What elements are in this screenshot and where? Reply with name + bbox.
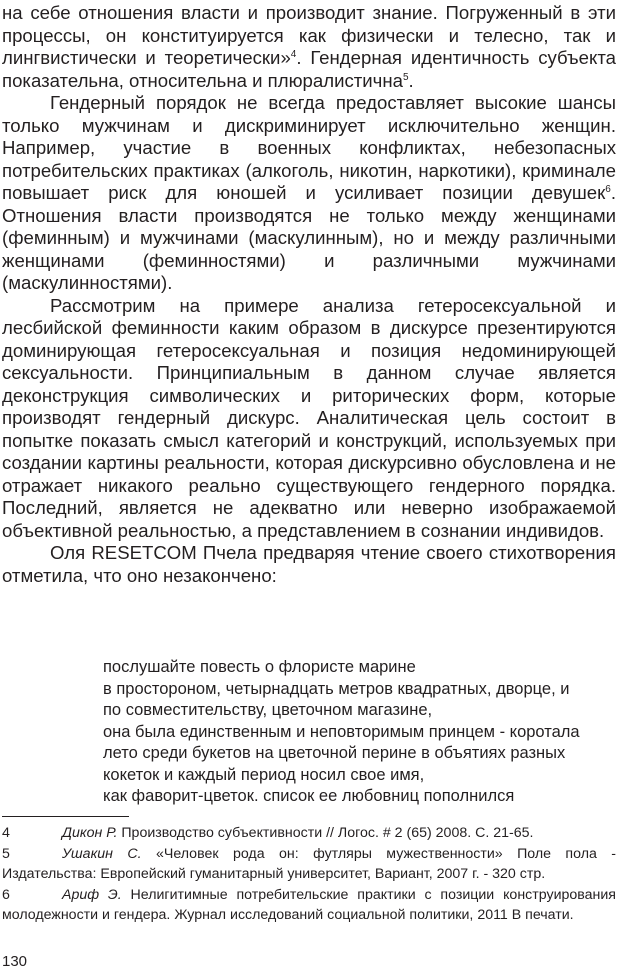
poem-line: она была единственным и неповторимым принцем - коротала	[103, 722, 580, 741]
footnote-divider	[2, 816, 129, 817]
poem-line: кокеток и каждый период носил свое имя,	[103, 765, 425, 784]
footnote-number: 6	[2, 886, 10, 903]
text-run: . Гендерная идентичность субъекта показательна, относительна и плюралистична	[2, 47, 616, 91]
footnote-ref-5[interactable]: 5	[402, 71, 409, 83]
poem-line: по совместительству, цветочном магазине,	[103, 701, 433, 719]
footnotes	[2, 823, 616, 926]
footnote-number: 5	[2, 845, 10, 862]
footnote-text: Нелигитимные потребительские практики с позиции конструирования молодежности и гендера. Журнал исследований социальной политики, 2011 В печати.	[2, 886, 616, 923]
poem-line: как фаворит-цветок. список ее любовниц пополнился	[103, 787, 515, 805]
page-number: 130	[2, 953, 28, 970]
footnote-text: Производство субъективности // Логос. # 2 (65) 2008. С. 21-65.	[117, 825, 534, 841]
body-text	[2, 2, 616, 587]
text-run: . Отношения власти производятся не только между женщинами (феминным) и мужчинами (маскулинным), но и между различными женщинами (феминностями) и различными мужчинами (маскулинностями).	[2, 182, 616, 293]
poem-line: лето среди букетов на цветочной перине в объятиях разных	[103, 744, 566, 762]
paragraph-1	[2, 2, 616, 92]
footnote-6	[2, 885, 616, 926]
text-run: на себе отношения власти и производит знание. Погруженный в эти процессы, он конституируется как физически и телесно, так и лингвистически и теоретически»	[2, 2, 616, 68]
poem-line: в простороном, четырнадцать метров квадратных, дворце, и	[103, 679, 570, 698]
footnote-author: Ушакин С.	[62, 845, 142, 862]
poem-quote	[103, 657, 615, 808]
footnote-5	[2, 844, 616, 885]
footnote-ref-4[interactable]: 4	[290, 49, 297, 60]
text-run: .	[408, 69, 414, 91]
text-run: Оля RESETCOM Пчела предваряя чтение своего стихотворения отметила, что оно незакончено:	[2, 542, 616, 586]
footnote-text: «Человек рода он: футляры мужественности» Поле пола - Издательства: Европейский гуманитарный университет, Вариант, 2007 г. - 320 стр.	[2, 845, 616, 882]
text-run: Рассмотрим на примере анализа гетеросексуальной и лесбийской феминности каким образом в дискурсе презентируются доминирующая гетеросексуальная и позиция недоминирующей сексуальности. Принципиальным в данном случае является деконструкция символических и риторических форм, которые производят гендерный дискурс. Аналитическая цель состоит в попытке показать смысл категорий и конструкций, используемых при создании картины реальности, которая дискурсивно обусловлена и не отражает никакого реально существующего гендерного порядка. Последний, является не адекватно или неверно изображаемой объективной реальностью, а представлением в сознании индивидов.	[2, 294, 616, 541]
footnote-number: 4	[2, 825, 10, 841]
paragraph-2	[2, 92, 616, 295]
text-run: Гендерный порядок не всегда предоставляет высокие шансы только мужчинам и дискриминирует исключительно женщин. Например, участие в военных конфликтах, небезопасных потребительских практиках (алкоголь, никотин, наркотики), криминале повышает риск для юношей и усиливает позиции девушек	[2, 92, 616, 203]
poem-line: послушайте повесть о флористе марине	[103, 658, 416, 676]
paragraph-3	[2, 295, 616, 543]
footnote-author: Ариф Э.	[62, 886, 122, 903]
footnote-ref-6[interactable]: 6	[605, 184, 611, 195]
footnote-author: Дикон Р.	[62, 825, 118, 841]
paragraph-4	[2, 542, 616, 587]
footnote-4	[2, 823, 616, 844]
